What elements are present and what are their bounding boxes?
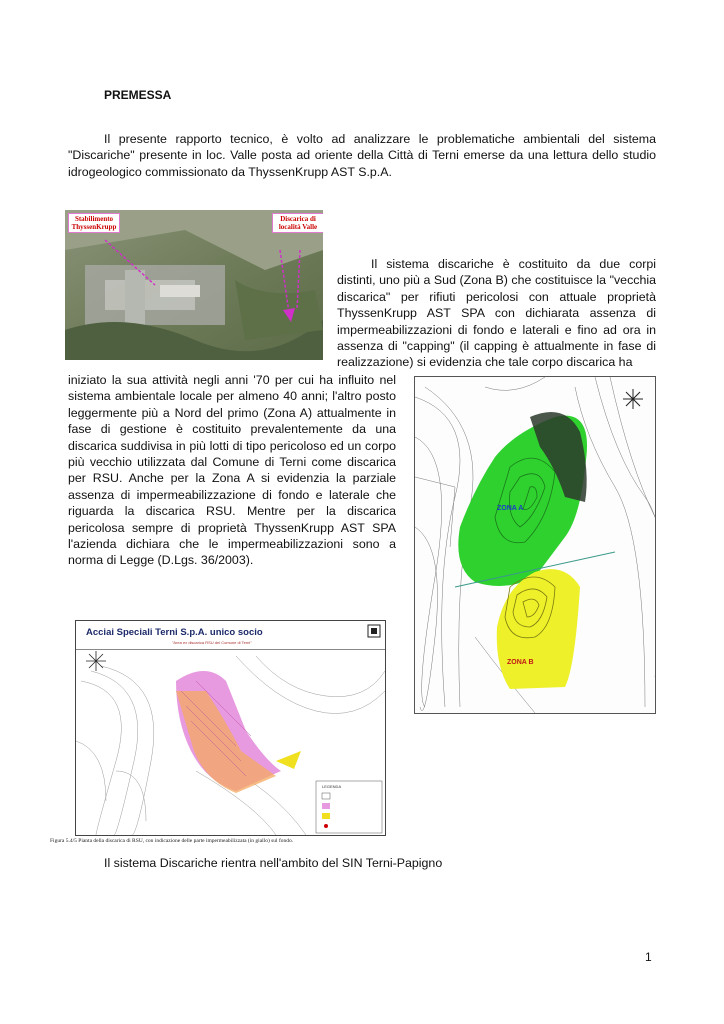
plan-header: Acciai Speciali Terni S.p.A. unico socio <box>86 627 263 638</box>
intro-paragraph: Il presente rapporto tecnico, è volto ad analizzare le problematiche ambientali del sistema "Discariche" presente in loc. Valle posta ad oriente della Città di Terni emerse da una lettura dello studio idrogeologico commissionato da ThyssenKrupp AST S.p.A. <box>68 132 656 179</box>
section-heading: PREMESSA <box>104 88 172 102</box>
zones-map <box>415 377 655 713</box>
zone-b-label: ZONA B <box>507 659 534 666</box>
figure-caption: Figura 5.4/5 Pianta della discarica di RSU, con indicazione delle parte impermeabilizzata (in giallo) sul fondo. <box>50 838 294 844</box>
closing-paragraph: Il sistema Discariche rientra nell'ambito del SIN Terni-Papigno <box>104 856 443 870</box>
page-number: 1 <box>645 950 652 964</box>
body-paragraph-part2: iniziato la sua attività negli anni '70 per cui ha influito nel sistema ambientale locale per almeno 40 anni; l'altro posto leggermente più a Nord del primo (Zona A) attualmente in fase di gestione è costituito prevalentemente da una discarica suddivisa in più lotti di tipo pericoloso ed un corpo più vecchio utilizzata dal Comune di Terni come discarica per RSU. Anche per la Zona A si evidenzia la parziale assenza di impermeabilizzazione di fondo e laterale che riguarda la discarica RSU. Mentre per la discarica pericolosa sempre di proprietà ThyssenKrupp AST SPA l'azienda dichiara che le impermeabilizzazioni sono a norma di Legge (D.Lgs. 36/2003). <box>68 373 396 568</box>
plan-subtitle: "Area ex discarica RSU del Comune di Terni" <box>172 640 252 645</box>
landfill-plan-figure <box>75 620 386 836</box>
plant-label: Stabilimento ThyssenKrupp <box>68 213 120 233</box>
aerial-photo-figure <box>65 210 323 360</box>
landfill-label: Discarica di località Valle <box>272 213 323 233</box>
landfill-plan <box>76 621 385 835</box>
zone-a-label: ZONA A <box>497 505 524 512</box>
zones-map-figure <box>414 376 656 714</box>
legend-title: LEGENDA <box>322 784 342 789</box>
body-paragraph-part1: Il sistema discariche è costituito da due corpi distinti, uno più a Sud (Zona B) che costituisce la "vecchia discarica" per rifiuti pericolosi con attuale proprietà ThyssenKrupp AST SPA con dichiarata assenza di impermeabilizzazioni di fondo e laterali e fino ad ora in assenza di "capping" (il capping è attualmente in fase di realizzazione) si evidenzia che tale corpo discarica ha <box>337 257 656 370</box>
